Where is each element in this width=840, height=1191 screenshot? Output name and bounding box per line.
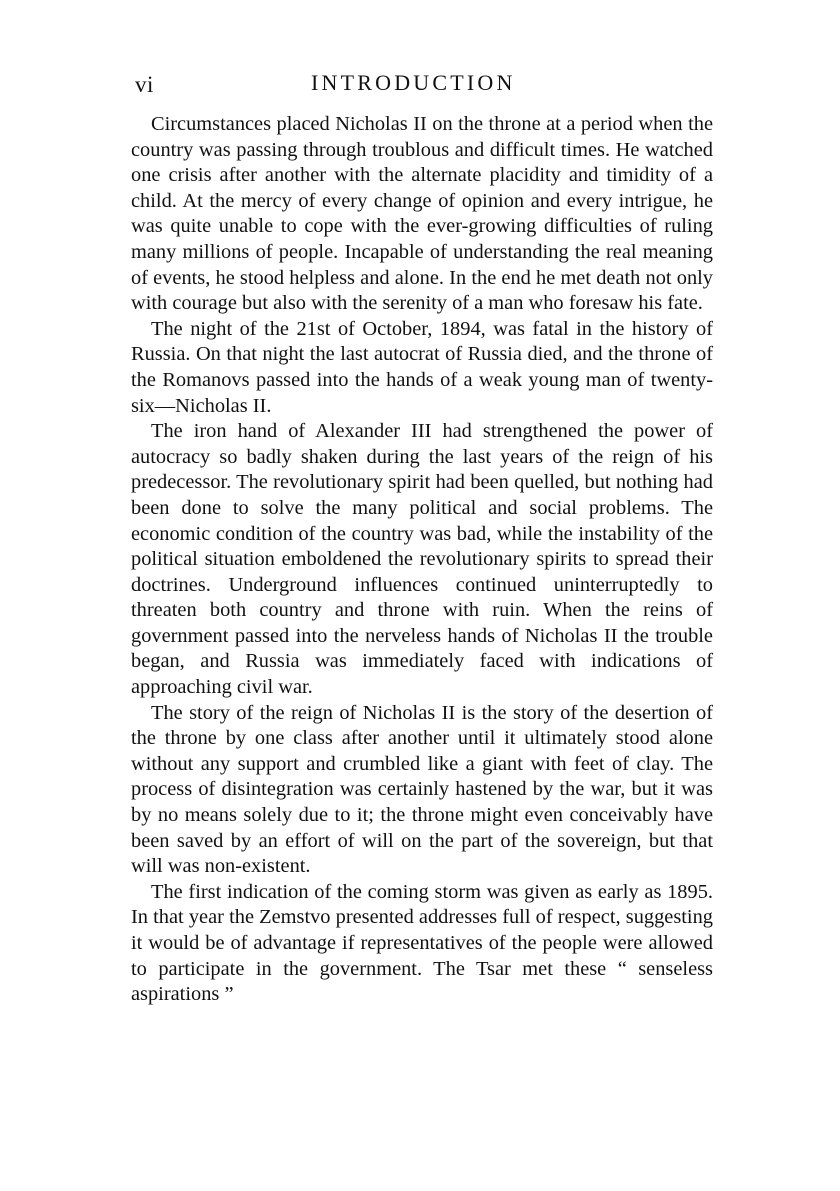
- paragraph-iron-hand: The iron hand of Alexander III had strengthened the power of autocracy so badly shaken during the last years of the reign of his predecessor. The revolutionary spirit had been quelled, but nothing had been done to solve the many political and social problems. The economic condition of the country was bad, while the instability of the political situation emboldened the revolutionary spirits to spread their doctrines. Underground influences continued uninterruptedly to threaten both country and throne with ruin. When the reins of government passed into the nerveless hands of Nicholas II the trouble began, and Russia was immediately faced with indications of approaching civil war.: [131, 420, 713, 699]
- body-text: [131, 112, 713, 1008]
- page-number: vi: [135, 72, 154, 97]
- paragraph-night-of-october: The night of the 21st of October, 1894, was fatal in the history of Russia. On that night the last autocrat of Russia died, and the throne of the Romanovs passed into the hands of a weak young man of twenty-six—Nicholas II.: [131, 317, 713, 417]
- running-head: [131, 68, 713, 102]
- paragraph-circumstances: Circumstances placed Nicholas II on the throne at a period when the country was passing through troublous and difficult times. He watched one crisis after another with the alternate placidity and timidity of a child. At the mercy of every change of opinion and every intrigue, he was quite unable to cope with the ever-growing difficulties of ruling many millions of people. Incapable of understanding the real meaning of events, he stood helpless and alone. In the end he met death not only with courage but also with the serenity of a man who foresaw his fate.: [131, 113, 713, 315]
- paragraph-first-indication: The first indication of the coming storm was given as early as 1895. In that year the Zemstvo presented addresses full of respect, suggesting it would be of advantage if representatives of the people were allowed to participate in the government. The Tsar met these “ senseless aspirations ”: [131, 880, 713, 1006]
- paragraph-story-of-reign: The story of the reign of Nicholas II is the story of the desertion of the throne by one class after another until it ultimately stood alone without any support and crumbled like a giant with feet of clay. The process of disintegration was certainly hastened by the war, but it was by no means solely due to it; the throne might even conceivably have been saved by an effort of will on the part of the sovereign, but that will was non-existent.: [131, 701, 713, 878]
- running-head-title: INTRODUCTION: [311, 70, 516, 95]
